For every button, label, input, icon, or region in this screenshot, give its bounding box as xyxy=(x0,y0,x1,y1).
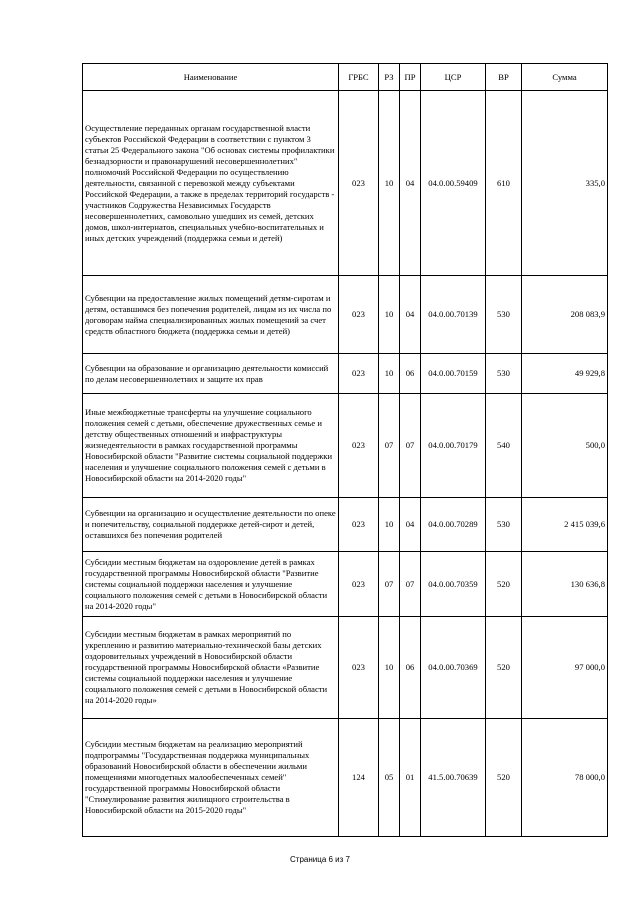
row-grbs: 023 xyxy=(339,552,379,617)
row-name: Субсидии местным бюджетам на реализацию мероприятий подпрограммы "Государственная поддержка муниципальных образований Новосибирской области в обеспечении жильми помещениями многодетных малообеспеченных семей" государственной программы Новосибирской области "Стимулирование развития жилищного строительства в Новосибирской области на 2015-2020 годы" xyxy=(83,719,339,837)
row-pr: 06 xyxy=(400,617,421,719)
row-vr: 540 xyxy=(486,394,522,498)
row-name: Осуществление переданных органам государственной власти субъектов Российской Федерации в соответствии с пунктом 3 статьи 25 Федерального закона "Об основах системы профилактики безнадзорности и правонарушений несовершеннолетних" полномочий Российской Федерации по осуществлению деятельности, связанной с перевозкой между субъектами Российской Федерации, а также в пределах территорий государств - участников Содружества Независимых Государств несовершеннолетних, самовольно ушедших из семей, детских домов, школ-интернатов, специальных учебно-воспитательных и иных детских учреждений (поддержка семьи и детей) xyxy=(83,91,339,276)
budget-table xyxy=(82,63,608,837)
row-pr: 07 xyxy=(400,394,421,498)
row-vr: 610 xyxy=(486,91,522,276)
row-vr: 520 xyxy=(486,719,522,837)
row-csr: 04.0.00.70289 xyxy=(421,498,486,552)
row-rz: 07 xyxy=(379,394,400,498)
col-header-rz: РЗ xyxy=(379,64,400,91)
row-name: Субвенции на предоставление жилых помещений детям-сиротам и детям, оставшимся без попечения родителей, лицам из их числа по договорам найма специализированных жилых помещений за счет средств областного бюджета (поддержка семьи и детей) xyxy=(83,276,339,354)
row-rz: 10 xyxy=(379,91,400,276)
row-pr: 04 xyxy=(400,498,421,552)
col-header-sum: Сумма xyxy=(522,64,608,91)
row-vr: 530 xyxy=(486,354,522,394)
page-number: Страница 6 из 7 xyxy=(290,855,350,864)
row-csr: 04.0.00.70139 xyxy=(421,276,486,354)
row-rz: 10 xyxy=(379,276,400,354)
row-sum: 208 083,9 xyxy=(522,276,608,354)
row-sum: 78 000,0 xyxy=(522,719,608,837)
row-rz: 07 xyxy=(379,552,400,617)
row-sum: 97 000,0 xyxy=(522,617,608,719)
table-row xyxy=(83,276,608,354)
row-grbs: 023 xyxy=(339,617,379,719)
col-header-grbs: ГРБС xyxy=(339,64,379,91)
row-sum: 2 415 039,6 xyxy=(522,498,608,552)
row-rz: 05 xyxy=(379,719,400,837)
row-pr: 07 xyxy=(400,552,421,617)
row-csr: 04.0.00.70369 xyxy=(421,617,486,719)
table-row xyxy=(83,394,608,498)
table-row xyxy=(83,617,608,719)
table-row xyxy=(83,354,608,394)
row-grbs: 023 xyxy=(339,394,379,498)
row-vr: 530 xyxy=(486,276,522,354)
row-sum: 500,0 xyxy=(522,394,608,498)
row-sum: 49 929,8 xyxy=(522,354,608,394)
row-csr: 41.5.00.70639 xyxy=(421,719,486,837)
row-name: Субвенции на образование и организацию деятельности комиссий по делам несовершеннолетних и защите их прав xyxy=(83,354,339,394)
table-row xyxy=(83,91,608,276)
row-csr: 04.0.00.70159 xyxy=(421,354,486,394)
row-name: Субсидии местным бюджетам на оздоровление детей в рамках государственной программы Новосибирской области "Развитие системы социальной поддержки населения и улучшение социального положения семей с детьми в Новосибирской области на 2014-2020 годы" xyxy=(83,552,339,617)
row-pr: 04 xyxy=(400,276,421,354)
row-vr: 530 xyxy=(486,498,522,552)
row-pr: 04 xyxy=(400,91,421,276)
row-csr: 04.0.00.70359 xyxy=(421,552,486,617)
row-grbs: 023 xyxy=(339,354,379,394)
row-name: Субсидии местным бюджетам в рамках мероприятий по укреплению и развитию материально-технической базы детских оздоровительных учреждений в Новосибирской области государственной программы Новосибирской области «Развитие системы социальной поддержки населения и улучшение социального положения семей с детьми в Новосибирской области на 2014-2020 годы» xyxy=(83,617,339,719)
row-sum: 130 636,8 xyxy=(522,552,608,617)
row-vr: 520 xyxy=(486,552,522,617)
row-sum: 335,0 xyxy=(522,91,608,276)
row-grbs: 023 xyxy=(339,91,379,276)
table-row xyxy=(83,719,608,837)
row-csr: 04.0.00.59409 xyxy=(421,91,486,276)
col-header-name: Наименование xyxy=(83,64,339,91)
row-vr: 520 xyxy=(486,617,522,719)
row-pr: 01 xyxy=(400,719,421,837)
row-grbs: 023 xyxy=(339,498,379,552)
col-header-vr: ВР xyxy=(486,64,522,91)
table-row xyxy=(83,552,608,617)
row-rz: 10 xyxy=(379,354,400,394)
row-rz: 10 xyxy=(379,617,400,719)
row-grbs: 023 xyxy=(339,276,379,354)
table-row xyxy=(83,498,608,552)
row-grbs: 124 xyxy=(339,719,379,837)
row-rz: 10 xyxy=(379,498,400,552)
col-header-csr: ЦСР xyxy=(421,64,486,91)
col-header-pr: ПР xyxy=(400,64,421,91)
row-name: Иные межбюджетные трансферты на улучшение социального положения семей с детьми, обеспечение дружественных семье и детству общественных отношений и инфраструктуры жизнедеятельности в рамках государственной программы Новосибирской области "Развитие системы социальной поддержки населения и улучшение социального положения семей с детьми в Новосибирской области на 2014-2020 годы" xyxy=(83,394,339,498)
row-pr: 06 xyxy=(400,354,421,394)
row-csr: 04.0.00.70179 xyxy=(421,394,486,498)
row-name: Субвенции на организацию и осуществление деятельности по опеке и попечительству, социальной поддержке детей-сирот и детей, оставшихся без попечения родителей xyxy=(83,498,339,552)
header-row xyxy=(83,64,608,91)
